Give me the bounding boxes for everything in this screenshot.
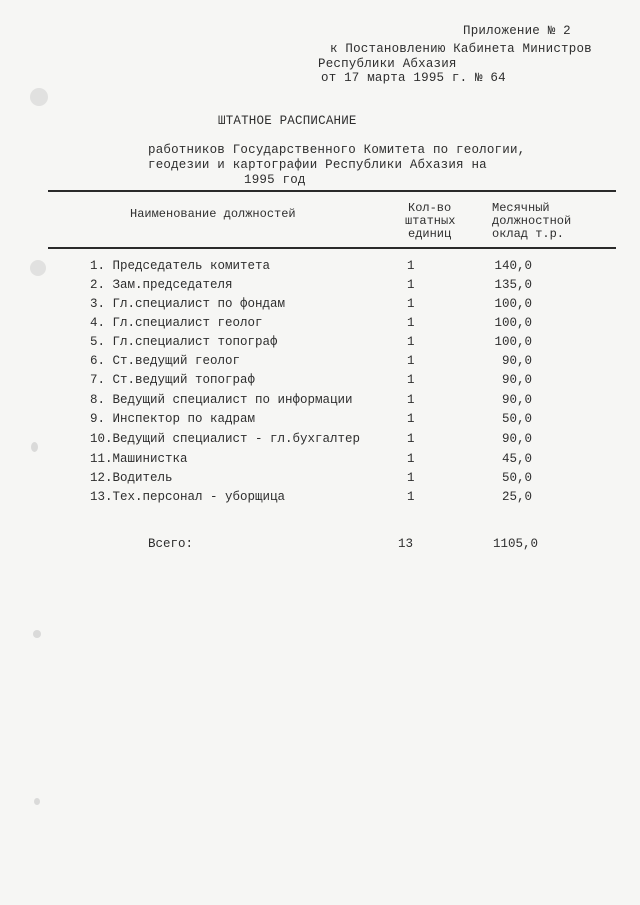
monthly-salary: 100,0 [494,335,532,349]
total-count: 13 [398,537,414,551]
header-salary-2: должностной [492,214,572,228]
punch-hole [30,88,48,106]
position-name: 10.Ведущий специалист - гл.бухгалтер [90,432,361,446]
position-name: 11.Машинистка [90,452,188,466]
position-name: 12.Водитель [90,471,173,485]
table-row [0,354,640,373]
table-row [0,259,640,278]
monthly-salary: 100,0 [494,297,532,311]
table-top-rule [48,190,616,192]
scan-spot [34,798,40,805]
header-count-1: Кол-во [408,201,452,215]
staff-count: 1 [407,471,415,485]
table-row [0,471,640,490]
position-name: 6. Ст.ведущий геолог [90,354,241,368]
table-row [0,452,640,471]
document-subtitle-2: геодезии и картографии Республики Абхазия на [148,158,487,172]
monthly-salary: 90,0 [501,432,532,446]
header-salary-3: оклад т.р. [492,227,565,241]
staff-count: 1 [407,316,415,330]
table-row [0,490,640,509]
total-row [0,537,640,556]
staff-count: 1 [407,259,415,273]
table-row [0,278,640,297]
appendix-to-line: к Постановлению Кабинета Министров [330,42,592,56]
monthly-salary: 90,0 [501,373,532,387]
monthly-salary: 135,0 [494,278,532,292]
staff-count: 1 [407,373,415,387]
scan-spot [33,630,41,638]
staff-count: 1 [407,278,415,292]
staff-count: 1 [407,297,415,311]
header-position: Наименование должностей [130,207,296,221]
monthly-salary: 90,0 [501,354,532,368]
document-title: ШТАТНОЕ РАСПИСАНИЕ [218,114,357,128]
document-subtitle-1: работников Государственного Комитета по геологии, [148,143,526,157]
monthly-salary: 140,0 [494,259,532,273]
table-row [0,393,640,412]
header-count-2: штатных [405,214,456,228]
table-header-rule [48,247,616,249]
monthly-salary: 90,0 [501,393,532,407]
monthly-salary: 50,0 [501,471,532,485]
position-name: 5. Гл.специалист топограф [90,335,278,349]
appendix-republic-line: Республики Абхазия [318,57,457,71]
header-salary-1: Месячный [492,201,550,215]
total-label: Всего: [148,537,194,551]
staff-count: 1 [407,393,415,407]
monthly-salary: 25,0 [501,490,532,504]
staff-count: 1 [407,335,415,349]
table-row [0,373,640,392]
monthly-salary: 45,0 [501,452,532,466]
staff-count: 1 [407,412,415,426]
total-salary: 1105,0 [492,537,538,551]
position-name: 7. Ст.ведущий топограф [90,373,256,387]
position-name: 2. Зам.председателя [90,278,233,292]
position-name: 1. Председатель комитета [90,259,271,273]
staff-count: 1 [407,354,415,368]
staff-count: 1 [407,452,415,466]
appendix-title: Приложение № 2 [463,24,571,38]
staff-count: 1 [407,490,415,504]
position-name: 13.Тех.персонал - уборщица [90,490,286,504]
table-row [0,316,640,335]
position-name: 9. Инспектор по кадрам [90,412,256,426]
position-name: 3. Гл.специалист по фондам [90,297,286,311]
staff-count: 1 [407,432,415,446]
table-row [0,432,640,451]
monthly-salary: 50,0 [501,412,532,426]
table-row [0,335,640,354]
position-name: 4. Гл.специалист геолог [90,316,263,330]
position-name: 8. Ведущий специалист по информации [90,393,353,407]
document-subtitle-3: 1995 год [244,173,306,187]
table-row [0,297,640,316]
monthly-salary: 100,0 [494,316,532,330]
table-row [0,412,640,431]
header-count-3: единиц [408,227,452,241]
appendix-date-line: от 17 марта 1995 г. № 64 [321,71,506,85]
